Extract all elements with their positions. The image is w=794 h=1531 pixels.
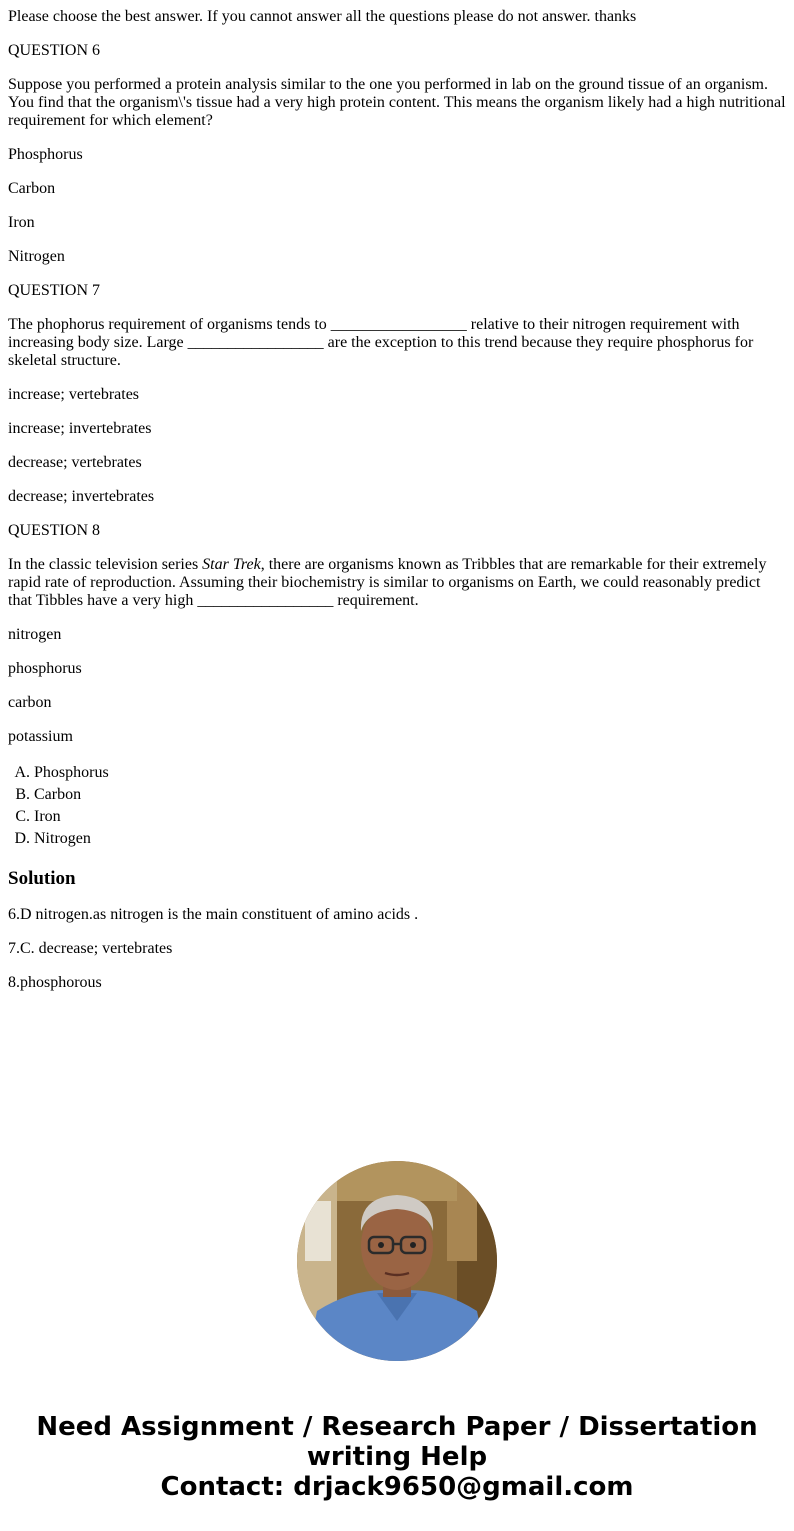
question-6-option: Carbon <box>8 180 56 197</box>
question-6-option: Phosphorus <box>8 146 83 163</box>
question-8-text-start: In the classic television series <box>8 556 203 573</box>
question-6-text: Suppose you performed a protein analysis similar to the one you performed in lab on the ground tissue of an organism. You find that the organism\'s tissue had a very high protein content. This means the organism likely had a high nutritional requirement for which element? <box>8 76 786 129</box>
question-7-option: decrease; vertebrates <box>8 454 142 471</box>
lettered-options-list <box>8 762 786 850</box>
question-8-text <box>8 556 786 610</box>
question-7-option: decrease; invertebrates <box>8 488 155 505</box>
lettered-option: D. Nitrogen <box>34 828 786 850</box>
banner-line: Need Assignment / Research Paper / Dissertation <box>36 1412 758 1442</box>
question-8-option: phosphorus <box>8 660 82 677</box>
question-8-option: nitrogen <box>8 626 62 643</box>
question-6-option: Nitrogen <box>8 248 65 265</box>
question-8-option: carbon <box>8 694 52 711</box>
question-7-option: increase; vertebrates <box>8 386 140 403</box>
lettered-option: B. Carbon <box>34 784 786 806</box>
banner-contact: Contact: drjack9650@gmail.com <box>160 1472 634 1502</box>
question-8-text-end: , there are organisms known as Tribbles that are remarkable for their extremely rapid rate of reproduction. Assuming their biochemistry is similar to organisms on Earth, we could reasonably predict that Tibbles have a very high _________________ requirement. <box>8 556 767 609</box>
question-8-option: potassium <box>8 728 73 745</box>
question-8-label: QUESTION 8 <box>8 522 100 539</box>
avatar <box>297 1161 497 1361</box>
lettered-option: C. Iron <box>34 806 786 828</box>
intro-text: Please choose the best answer. If you cannot answer all the questions please do not answer. thanks <box>8 8 637 25</box>
lettered-option: A. Phosphorus <box>34 762 786 784</box>
banner-line: writing Help <box>306 1442 488 1472</box>
solution-answer: 6.D nitrogen.as nitrogen is the main constituent of amino acids . <box>8 906 419 923</box>
question-6-label: QUESTION 6 <box>8 42 100 59</box>
question-7-option: increase; invertebrates <box>8 420 152 437</box>
solution-answer: 8.phosphorous <box>8 974 102 991</box>
avatar-portrait-icon <box>297 1161 497 1361</box>
question-7-label: QUESTION 7 <box>8 282 100 299</box>
question-8-series-title: Star Trek <box>202 556 261 573</box>
solution-answer: 7.C. decrease; vertebrates <box>8 940 173 957</box>
question-6-option: Iron <box>8 214 35 231</box>
question-7-text: The phophorus requirement of organisms tends to _________________ relative to their nitrogen requirement with increasing body size. Large _________________ are the exception to this trend because they require phosphorus for skeletal structure. <box>8 316 754 369</box>
document-body <box>0 8 794 992</box>
solution-heading: Solution <box>8 868 76 889</box>
help-banner <box>0 1412 794 1502</box>
